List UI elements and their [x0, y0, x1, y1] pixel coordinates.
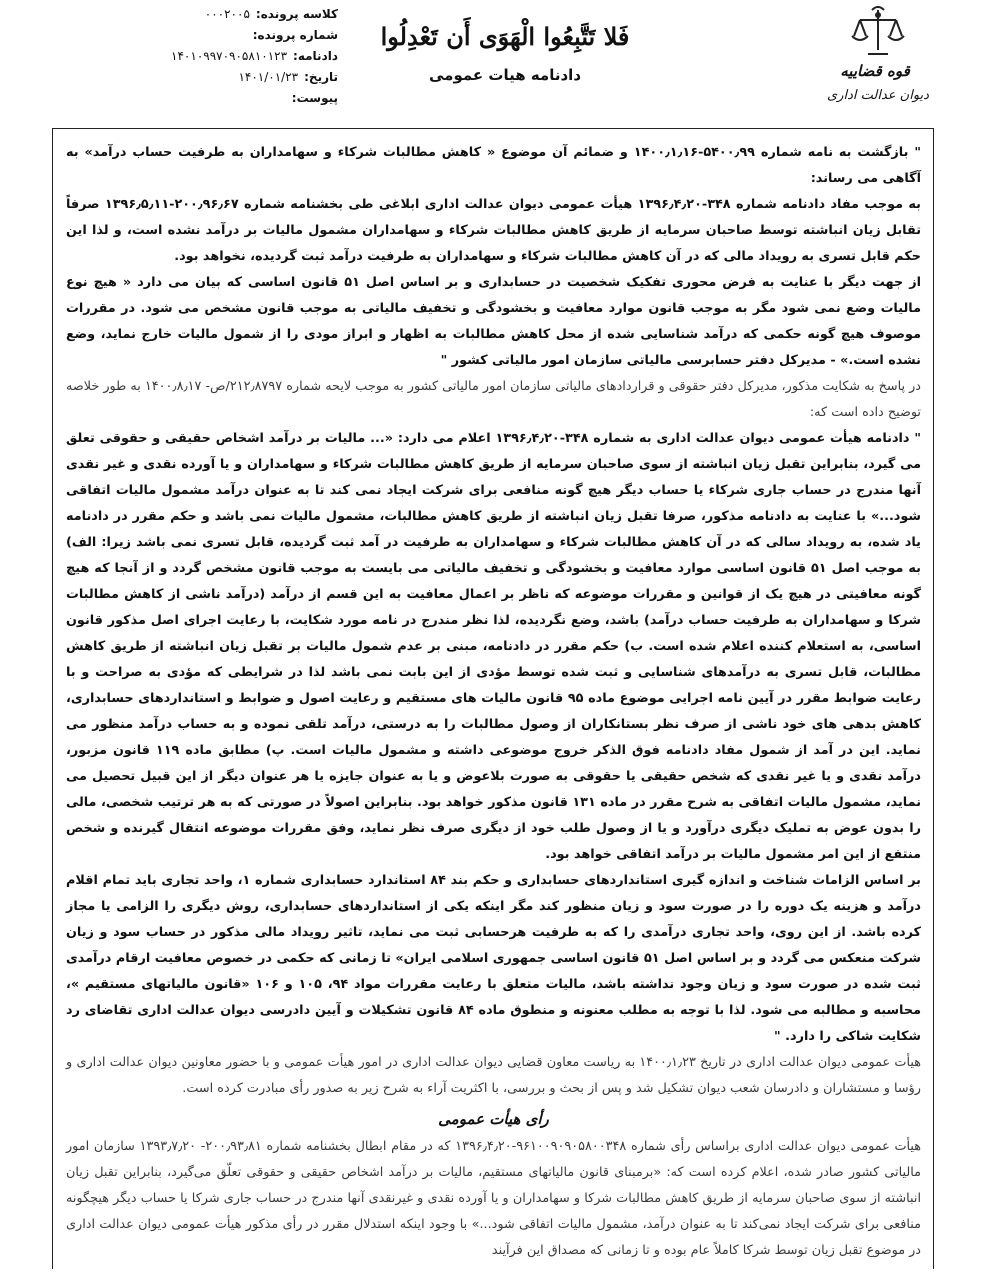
- document-body: [66, 140, 921, 1264]
- case-metadata: [148, 4, 338, 109]
- judiciary-emblem-icon: [848, 6, 908, 62]
- quran-verse: فَلا تَتَّبِعُوا الْهَوَی أَن تَعْدِلُوا: [380, 22, 630, 51]
- paragraph-response-intro: در پاسخ به شکایت مذکور، مدیرکل دفتر حقوقی و قراردادهای مالیاتی سازمان امور مالیاتی کشور به موجب لایحه شماره ۲۱۲٫۸۷۹۷/ص- ۱۴۰۰٫۸٫۱۷ به طور خلاصه توضیح داده است که:: [66, 379, 922, 420]
- organization-subtitle: دیوان عدالت اداری: [827, 88, 929, 103]
- meta-row-attachment: پیوست:: [291, 91, 338, 105]
- meta-row-date: تاریخ: ۱۴۰۱/۰۱/۲۳: [238, 70, 338, 84]
- paragraph-complaint-intro: " بازگشت به نامه شماره ۵۴۰۰٫۹۹-۱۴۰۰٫۱٫۱۶ و ضمائم آن موضوع « کاهش مطالبات شرکاء و سهامداران به طرفیت حساب درآمد» به آگاهی می رساند:: [66, 145, 921, 186]
- meta-row-verdict-number: دادنامه: ۱۴۰۱۰۹۹۷۰۹۰۵۸۱۰۱۲۳: [171, 49, 338, 63]
- organization-name: قوه قضاییه: [840, 62, 910, 80]
- meta-row-case-number: شماره پرونده:: [252, 28, 338, 42]
- meta-row-case-class: کلاسه پرونده: ۰۰۰۲۰۰۵: [204, 7, 338, 21]
- paragraph-session-info: هیأت عمومی دیوان عدالت اداری در تاریخ ۱۴۰۰٫۱٫۲۳ به ریاست معاون قضایی دیوان عدالت اداری در امور هیأت عمومی و با حضور معاونین دیوان عدالت اداری و رؤسا و مستشاران و دادرسان شعب دیوان تشکیل شد و پس از بحث و بررسی، با اکثریت آراء به شرح زیر به صدور رأی مبادرت کرده است.: [66, 1055, 921, 1096]
- verdict-heading: رأی هیأت عمومی: [438, 1110, 549, 1128]
- paragraph-response-standards: بر اساس الزامات شناخت و اندازه گیری استانداردهای حسابداری و حکم بند ۸۴ استاندارد حسابداری شماره ۱، واحد تجاری باید تمام اقلام درآمد و هزینه یک دوره را در صورت سود و زیان منظور کند مگر اینکه یکی از استانداردهای حسابداری، روش دیگری را الزامی یا مجاز کرده باشد. از این روی، واحد تجاری درآمدی را که به طرفیت هرحسابی ثبت می نماید، تاثیر رویداد مالی مذکور در حساب سود و زیان شرکت منعکس می گردد و بر اساس اصل ۵۱ قانون اساسی جمهوری اسلامی ایران» تا زمانی که حکمی در خصوص معافیت ارقام درآمدی ثبت شده در صورت سود و زیان وجود نداشته باشد، مالیات متعلق با رعایت مقررات مواد ۹۴، ۱۰۵ و ۱۰۶ «قانون مالیاتهای مستقیم »، محاسبه و مطالبه می شود. لذا با توجه به مطلب معنونه و منطوق ماده ۸۴ قانون تشکیلات و آیین دادرسی دیوان عدالت اداری تقاضای رد شکایت شاکی را دارد. ": [66, 873, 922, 1044]
- paragraph-complaint-basis: به موجب مفاد دادنامه شماره ۳۴۸-۱۳۹۶٫۴٫۲۰ هیأت عمومی دیوان عدالت اداری ابلاغی طی بخشنامه شماره ۲۰۰٫۹۶٫۶۷-۱۳۹۶٫۵٫۱۱ صرفاً تقابل زیان انباشته توسط صاحبان سرمایه از طریق کاهش مطالبات شرکاء و سهامداران مشمول مالیات بر درآمد نشده است، و لذا این حکم قابل تسری به رویداد مالی که در آن کاهش مطالبات شرکاء و سهامداران به طرفیت درآمد ثبت گردیده، نخواهد بود.: [66, 197, 921, 264]
- paragraph-complaint-constitution: از جهت دیگر با عنایت به فرض محوری تفکیک شخصیت در حسابداری و بر اساس اصل ۵۱ قانون اساسی که بیان می دارد « هیچ نوع مالیات وضع نمی شود مگر به موجب قانون موارد معافیت و بخشودگی و تخفیف مالیاتی به موجب قانون مشخص می شود. در مقررات موصوف هیچ گونه حکمی که درآمد شناسایی شده از محل کاهش مطالبات به اظهار و ابراز مودی را از شمول مالیات خارج نماید، وضع نشده است.» - مدیرکل دفتر حسابرسی مالیاتی سازمان امور مالیاتی کشور ": [66, 275, 922, 368]
- document-title: دادنامه هیات عمومی: [428, 66, 582, 84]
- paragraph-response-text: " دادنامه هیأت عمومی دیوان عدالت اداری به شماره ۳۴۸-۱۳۹۶٫۴٫۲۰ اعلام می دارد: «... مالیات بر درآمد اشخاص حقیقی و حقوقی تعلق می گیرد، بنابراین تقبل زیان انباشته از سوی صاحبان سرمایه از طریق کاهش مطالبات شرکاء و سهامداران و یا آورده نقدی و غیر نقدی آنها مندرج در حساب جاری شرکاء یا حساب دیگر هیچ گونه منافعی برای شرکت ایجاد نمی کند تا به عنوان درآمد مشمول مالیات اتفاقی شود...» با عنایت به دادنامه مذکور، صرفا تقبل زیان انباشته از طریق کاهش مطالبات، مشمول مالیات نمی باشد و حکم مقرر در دادنامه یاد شده، به رویداد سالی که در آن کاهش مطالبات شرکاء و سهامداران به طرفیت در آمد ثبت گردیده، قابل تسری نمی باشد زیرا: الف) به موجب اصل ۵۱ قانون اساسی موارد معافیت و بخشودگی و تخفیف مالیاتی می بایست به موجب قانون مشخص گردد و از آنجا که هیچ گونه معافیتی در هیچ یک از قوانین و مقررات موضوعه که ناظر بر اعمال معافیت به این قسم از درآمد (درآمد ناشی از کاهش مطالبات شرکا و سهامداران به طرفیت حساب درآمد) باشد، وضع نگردیده، لذا نظر مندرج در نامه مورد شکایت، با رعایت اجرای اصل مذکور قانون اساسی، به استعلام کننده اعلام شده است. ب) حکم مقرر در دادنامه، مبنی بر عدم شمول مالیات بر تقبل زیان انباشته از طریق کاهش مطالبات، قابل تسری به درآمدهای شناسایی و ثبت شده توسط مؤدی از این بابت نمی باشد لذا در شرایطی که مؤدی به صراحت و با رعایت ضوابط مقرر در آیین نامه اجرایی موضوع ماده ۹۵ قانون مالیات های مستقیم و رعایت اصول و ضوابط و استانداردهای حسابداری، کاهش بدهی های خود ناشی از صرف نظر بستانکاران از وصول مطالبات را به درستی، درآمد تلقی نموده و به حساب درآمد منظور می نماید. این در آمد از شمول مفاد دادنامه فوق الذکر خروج موضوعی داشته و مشمول مالیات است. پ) مطابق ماده ۱۱۹ قانون مزبور، درآمد نقدی و یا غیر نقدی که شخص حقیقی یا حقوقی به صورت بلاعوض و یا به عنوان جایزه یا هر عنوان دیگر از این قبیل تحصیل می نماید، مشمول مالیات اتفاقی به شرح مقرر در ماده ۱۳۱ قانون مذکور خواهد بود. بنابراین اصولاً در صورتی که به هر ترتیب شخصی، مالی را بدون عوض به تملیک دیگری درآورد و یا از وصول طلب خود از دیگری صرف نظر نماید، وفق مقررات موضوعه انتقال گیرنده و شخص منتفع از این امر مشمول مالیات بر درآمد اتفاقی خواهد بود.: [66, 431, 921, 862]
- letterhead: [0, 0, 1003, 130]
- paragraph-verdict: هیأت عمومی دیوان عدالت اداری براساس رأی شماره ۹۶۱۰۰۹۰۹۰۵۸۰۰۳۴۸-۱۳۹۶٫۴٫۲۰ که در مقام ابطال بخشنامه شماره ۲۰۰٫۹۳٫۸۱- ۱۳۹۳٫۷٫۲۰ سازمان امور مالیاتی کشور صادر شده، اعلام کرده است که: «برمبنای قانون مالیاتهای مستقیم، مالیات بر درآمد اشخاص حقیقی و حقوقی تعلّق می‌گیرد، بنابراین تقبل زیان انباشته از سوی صاحبان سرمایه از طریق کاهش مطالبات شرکا و سهامداران و یا آورده نقدی و غیرنقدی آنها مندرج در حساب جاری شرکا یا حساب دیگر هیچگونه منافعی برای شرکت ایجاد نمی‌کند تا به عنوان درآمد، مشمول مالیات اتفاقی شود...» با وجود اینکه استدلال مقرر در رأی مذکور هیأت عمومی دیوان عدالت اداری در موضوع تقبل زیان توسط شرکا کاملاً عام بوده و تا زمانی که مصداق این فرآیند: [66, 1139, 922, 1258]
